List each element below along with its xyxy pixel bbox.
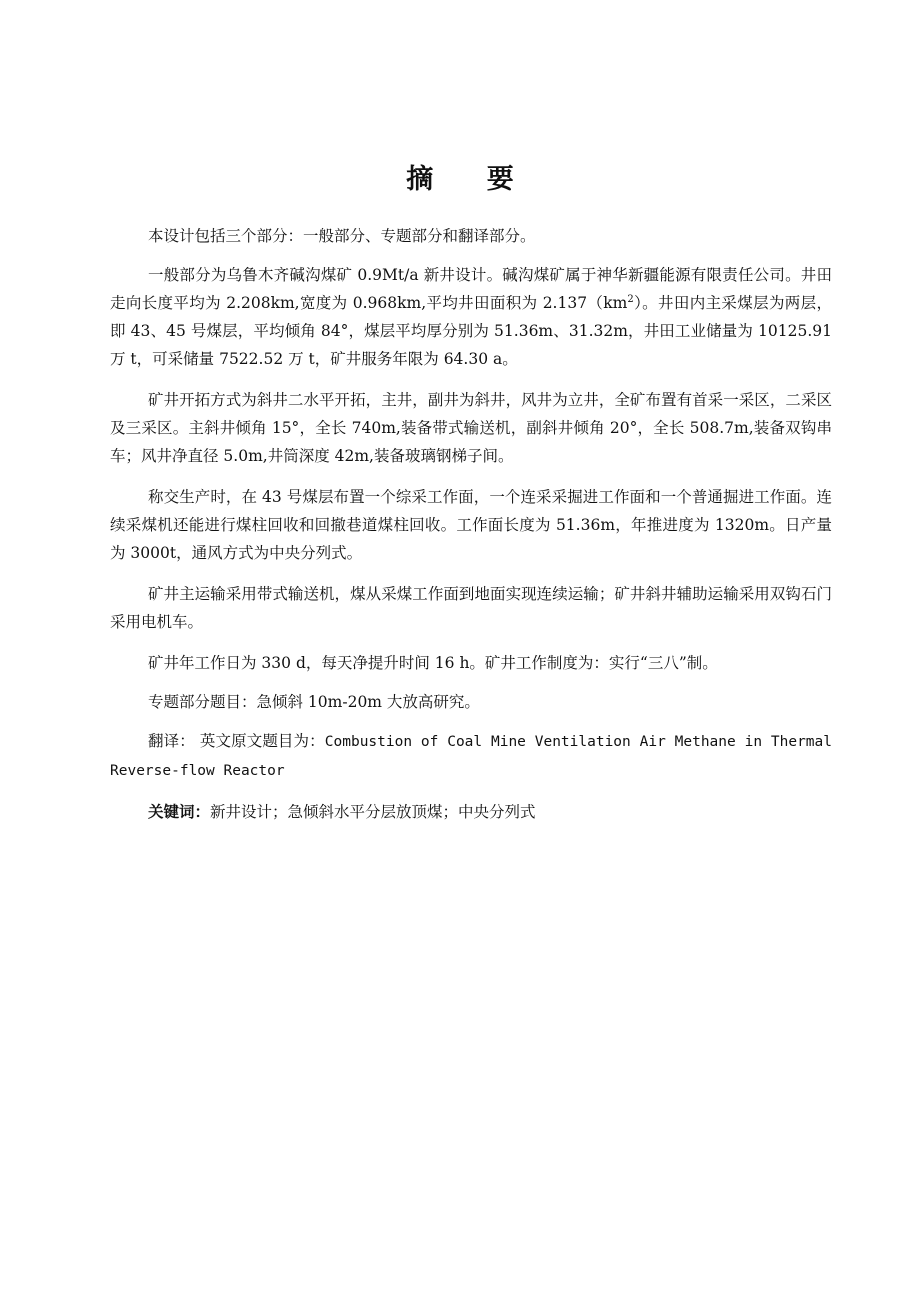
translation-english-title: Combustion of Coal Mine Ventilation Air Methane in Thermal Reverse-flow Reactor: [110, 734, 832, 779]
paragraph-general-part-text-a: 一般部分为乌鲁木齐碱沟煤矿 0.9Mt/a 新井设计。碱沟煤矿属于神华新疆能源有限责任公司。井田走向长度平均为 2.208km,宽度为 0.968km,平均井田面积为 2.137（km: [110, 266, 832, 312]
paragraph-translation: [110, 727, 832, 785]
translation-label: 翻译： 英文原文题目为：: [148, 732, 325, 750]
keywords-text: 新井设计；急倾斜水平分层放顶煤；中央分列式: [210, 803, 536, 821]
paragraph-work-schedule: 矿井年工作日为 330 d，每天净提升时间 16 h。矿井工作制度为：实行“三八”制。: [148, 654, 718, 672]
keywords-label: 关键词：: [148, 803, 211, 821]
superscript-2: 2: [627, 293, 634, 305]
paragraph-development: 矿井开拓方式为斜井二水平开拓，主井，副井为斜井，风井为立井，全矿布置有首采一采区，二采区及三采区。主斜井倾角 15°，全长 740m,装备带式输送机，副斜井倾角 20°，全长 508.7m,装备双钩串车；风井净直径 5.0m,井筒深度 42m,装备玻璃钢梯子间。: [110, 391, 832, 465]
paragraph-production: 称交生产时，在 43 号煤层布置一个综采工作面，一个连采采掘进工作面和一个普通掘进工作面。连续采煤机还能进行煤柱回收和回撤巷道煤柱回收。工作面长度为 51.36m，年推进度为 1320m。日产量为 3000t，通风方式为中央分列式。: [110, 488, 832, 562]
paragraph-general-part: [110, 261, 832, 373]
paragraph-transport: 矿井主运输采用带式输送机，煤从采煤工作面到地面实现连续运输；矿井斜井辅助运输采用双钩石门采用电机车。: [110, 585, 832, 631]
paragraph-special-topic: 专题部分题目：急倾斜 10m-20m 大放高研究。: [148, 693, 480, 711]
abstract-body: [110, 222, 832, 826]
paragraph-general-part-text-b: ）。井田内主采煤层为两层，即 43、45 号煤层，平均倾角 84°，煤层平均厚分别为 51.36m、31.32m，井田工业储量为 10125.91 万 t，可采储量 7522.52 万 t，矿井服务年限为 64.30 a。: [110, 294, 832, 368]
paragraph-overview: 本设计包括三个部分：一般部分、专题部分和翻译部分。: [148, 227, 536, 245]
keywords-line: [110, 798, 832, 826]
page-title: 摘 要: [406, 164, 536, 195]
